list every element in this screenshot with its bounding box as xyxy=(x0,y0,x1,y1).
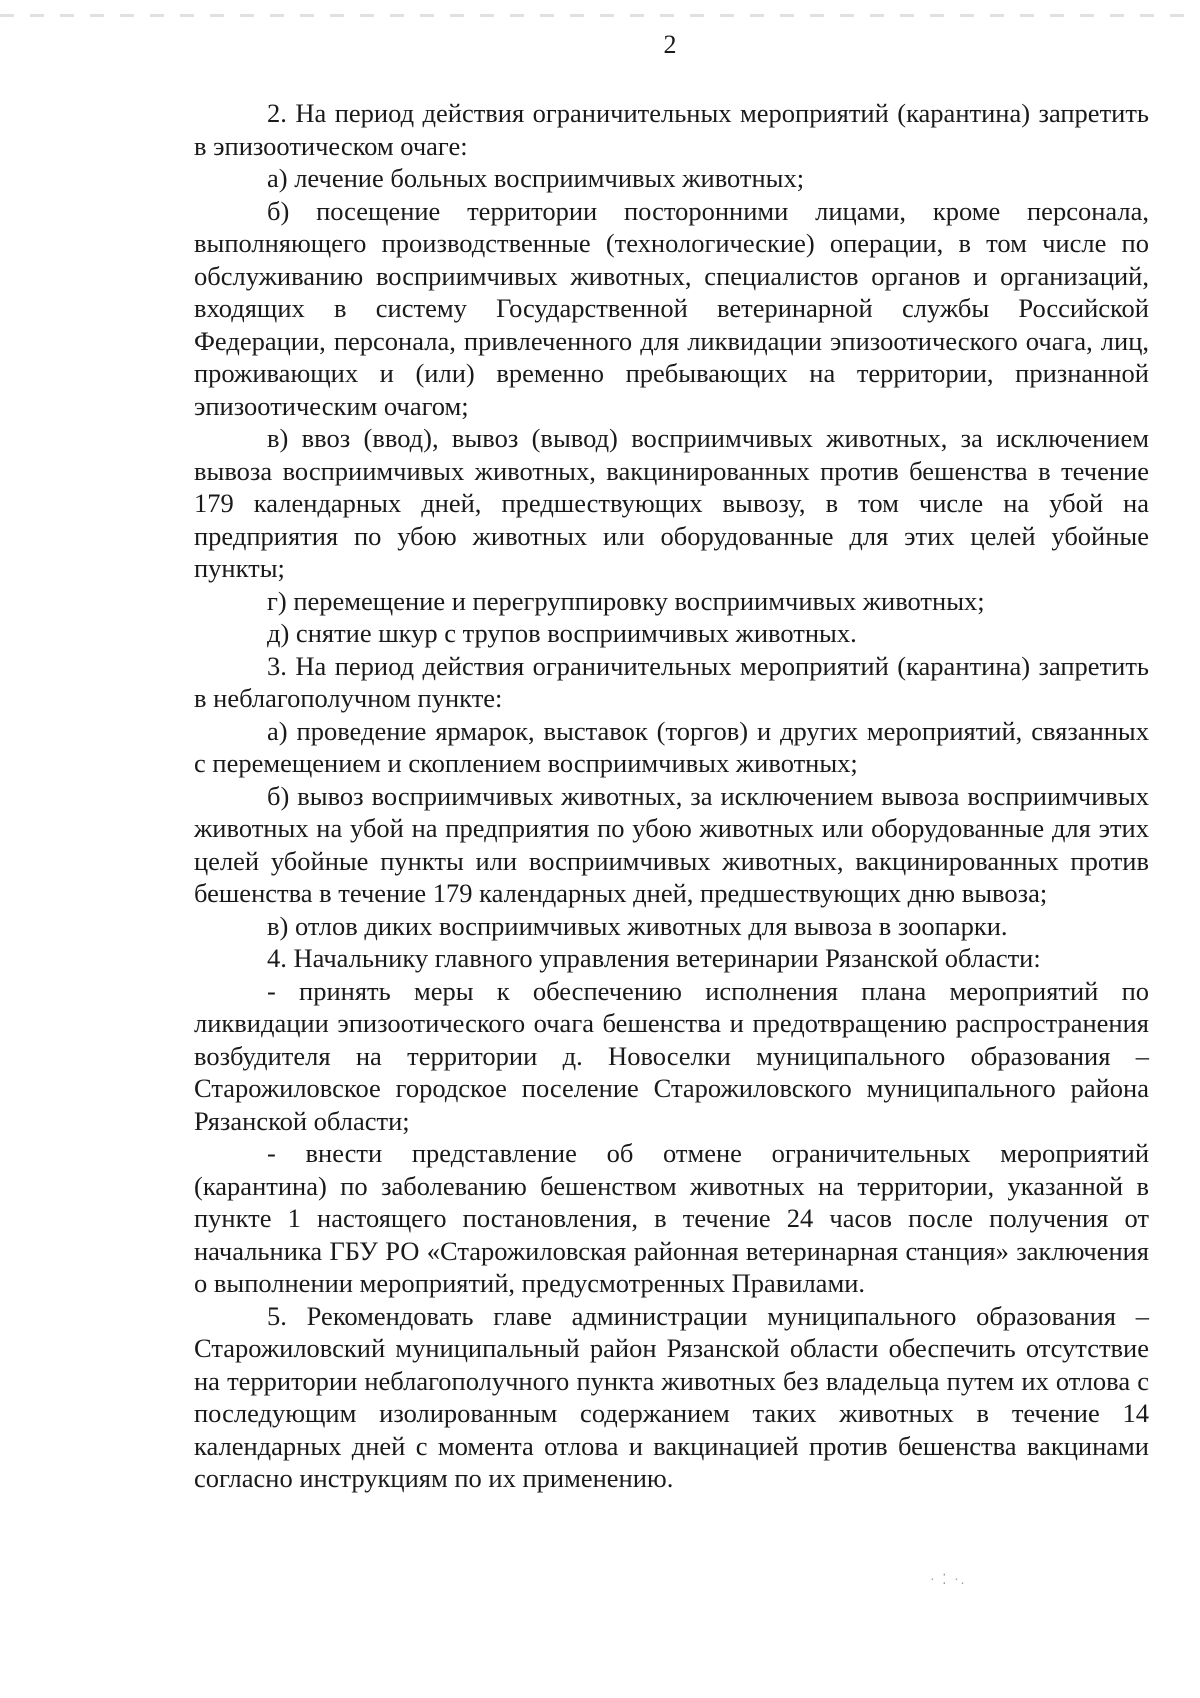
scan-artifact-corner: · ⁚ ·. xyxy=(930,1573,967,1588)
page-number: 2 xyxy=(663,30,677,59)
paragraph-2a: а) лечение больных восприимчивых животных; xyxy=(267,163,805,193)
paragraph-2v: в) ввоз (ввод), вывоз (вывод) восприимчивых животных, за исключением вывоза восприимчивых животных, вакцинированных против бешенства в течение 179 календарных дней, предшествующих вывозу, в том числе на убой на предприятия по убою животных или оборудованные для этих целей убойные пункты; xyxy=(194,423,1149,583)
scan-artifact-top xyxy=(0,14,1200,17)
paragraph-4-item-1: - принять меры к обеспечению исполнения плана мероприятий по ликвидации эпизоотического очага бешенства и предотвращению распространения возбудителя на территории д. Новоселки муниципального образования – Старожиловское городское поселение Старожиловского муниципального района Рязанской области; xyxy=(194,975,1149,1136)
paragraph-2b: б) посещение территории посторонними лицами, кроме персонала, выполняющего производственные (технологические) операции, в том числе по обслуживанию восприимчивых животных, специалистов органов и организаций, входящих в систему Государственной ветеринарной службы Российской Федерации, персонала, привлеченного для ликвидации эпизоотического очага, лиц, проживающих и (или) временно пребывающих на территории, признанной эпизоотическим очагом; xyxy=(194,195,1149,421)
paragraph-4: 4. Начальнику главного управления ветеринарии Рязанской области: xyxy=(267,943,1041,973)
paragraph-2: 2. На период действия ограничительных мероприятий (карантина) запретить в эпизоотическом очаге: xyxy=(194,98,1149,161)
paragraph-3a: а) проведение ярмарок, выставок (торгов) и других мероприятий, связанных с перемещением и скоплением восприимчивых животных; xyxy=(194,715,1149,778)
document-body xyxy=(194,97,1149,1495)
paragraph-5: 5. Рекомендовать главе администрации муниципального образования – Старожиловский муниципальный район Рязанской области обеспечить отсутствие на территории неблагополучного пункта животных без владельца путем их отлова с последующим изолированным содержанием таких животных в течение 14 календарных дней с момента отлова и вакцинацией против бешенства вакцинами согласно инструкциям по их применению. xyxy=(194,1300,1149,1493)
paragraph-3v: в) отлов диких восприимчивых животных для вывоза в зоопарки. xyxy=(267,910,1008,941)
paragraph-2g: г) перемещение и перегруппировку восприимчивых животных; xyxy=(267,585,985,616)
paragraph-3b: б) вывоз восприимчивых животных, за исключением вывоза восприимчивых животных на убой на предприятия по убою животных или оборудованные для этих целей убойные пункты или восприимчивых животных, вакцинированных против бешенства в течение 179 календарных дней, предшествующих дню вывоза; xyxy=(194,780,1149,908)
paragraph-4-item-2: - внести представление об отмене ограничительных мероприятий (карантина) по заболеванию бешенством животных на территории, указанной в пункте 1 настоящего постановления, в течение 24 часов после получения от начальника ГБУ РО «Старожиловская районная ветеринарная станция» заключения о выполнении мероприятий, предусмотренных Правилами. xyxy=(194,1138,1149,1298)
paragraph-2d: д) снятие шкур с трупов восприимчивых животных. xyxy=(267,618,857,648)
paragraph-3: 3. На период действия ограничительных мероприятий (карантина) запретить в неблагополучном пункте: xyxy=(194,650,1149,713)
